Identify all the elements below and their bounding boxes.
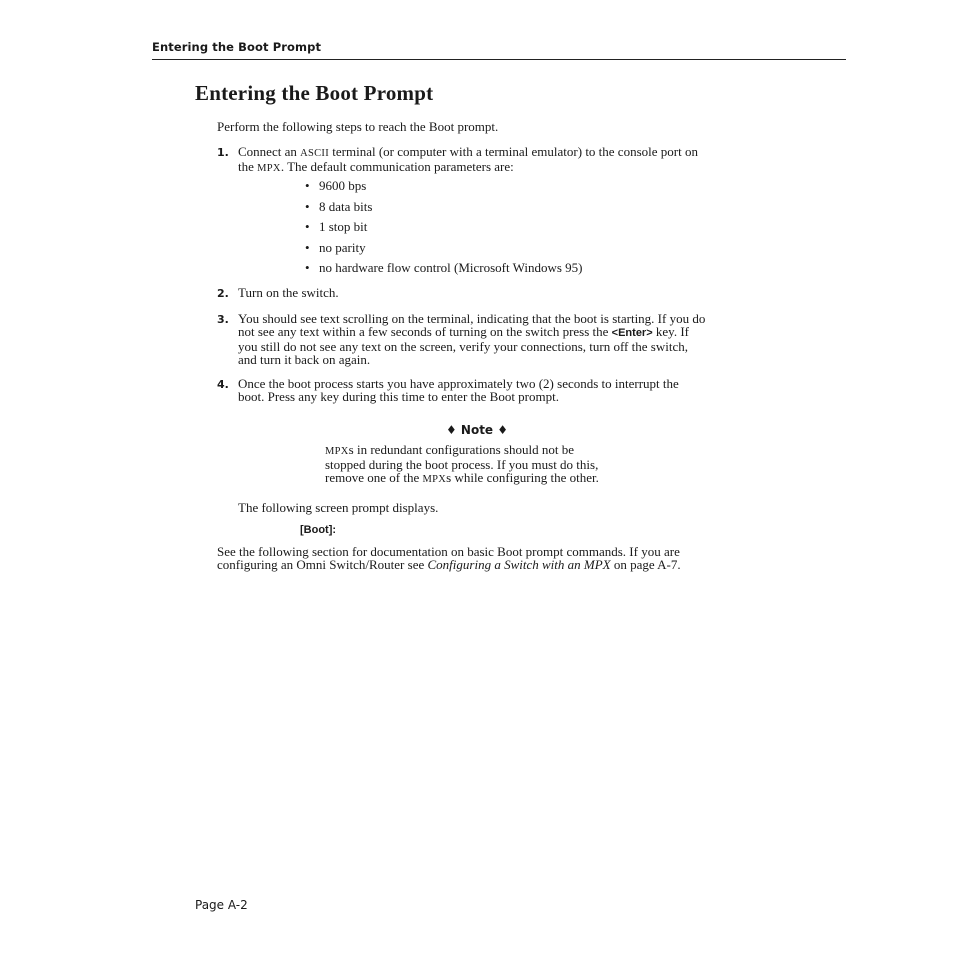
cross-reference-link[interactable]: Configuring a Switch with an MPX [427,557,611,572]
page-title: Entering the Boot Prompt [195,81,434,105]
list-item: • 1 stop bit [305,219,368,235]
enter-key: <Enter> [611,327,653,339]
bullet-icon: • [305,239,310,255]
bullet-icon: • [305,260,310,276]
running-header: Entering the Boot Prompt [152,40,322,54]
note-heading: ♦ Note ♦ [445,423,509,437]
list-item: • 9600 bps [305,178,367,193]
step-4-text: Once the boot process starts you have approximately two (2) seconds to interrupt the boot. Press any key during this time to enter the Boot prompt. [238,376,679,404]
intro-paragraph: Perform the following steps to reach the Boot prompt. [217,119,499,134]
list-item: • no hardware flow control (Microsoft Windows 95) [305,260,583,276]
list-item: • no parity [305,239,366,255]
step-1-text: Connect an ASCII terminal (or computer with a terminal emulator) to the console port on the MPX. The default communication parameters are: [238,144,698,174]
screen-prompt-text: The following screen prompt displays. [238,500,439,515]
list-item: • 8 data bits [305,198,373,214]
note-body: MPXs in redundant configurations should not be stopped during the boot process. If you must do this, remove one of the MPXs while configuring the other. [325,442,599,485]
header-rule [152,59,846,60]
mpx-term: MPX [325,446,349,457]
step-2-number: 2. [217,287,229,300]
page-number: Page A-2 [195,898,248,912]
boot-command: [Boot]: [300,524,337,536]
step-1-number: 1. [217,146,229,159]
mpx-term: MPX [257,163,281,174]
step-3-text: You should see text scrolling on the terminal, indicating that the boot is starting. If you do not see any text within a few seconds of turning on the switch press the <Enter> key. If you still do not see any text on the screen, verify your connections, turn off the switch, and turn it back on again. [238,311,706,367]
see-following-paragraph: See the following section for documentation on basic Boot prompt commands. If you are configuring an Omni Switch/Router see Configuring a Switch with an MPX on page A-7. [217,544,681,572]
bullet-icon: • [305,198,310,214]
bullet-icon: • [305,178,310,193]
step-3-number: 3. [217,313,229,326]
step-4-number: 4. [217,378,229,391]
parameters-list [305,179,583,282]
step-2-text: Turn on the switch. [238,285,339,300]
ascii-term: ASCII [300,148,330,159]
bullet-icon: • [305,219,310,235]
mpx-term: MPX [422,474,447,485]
